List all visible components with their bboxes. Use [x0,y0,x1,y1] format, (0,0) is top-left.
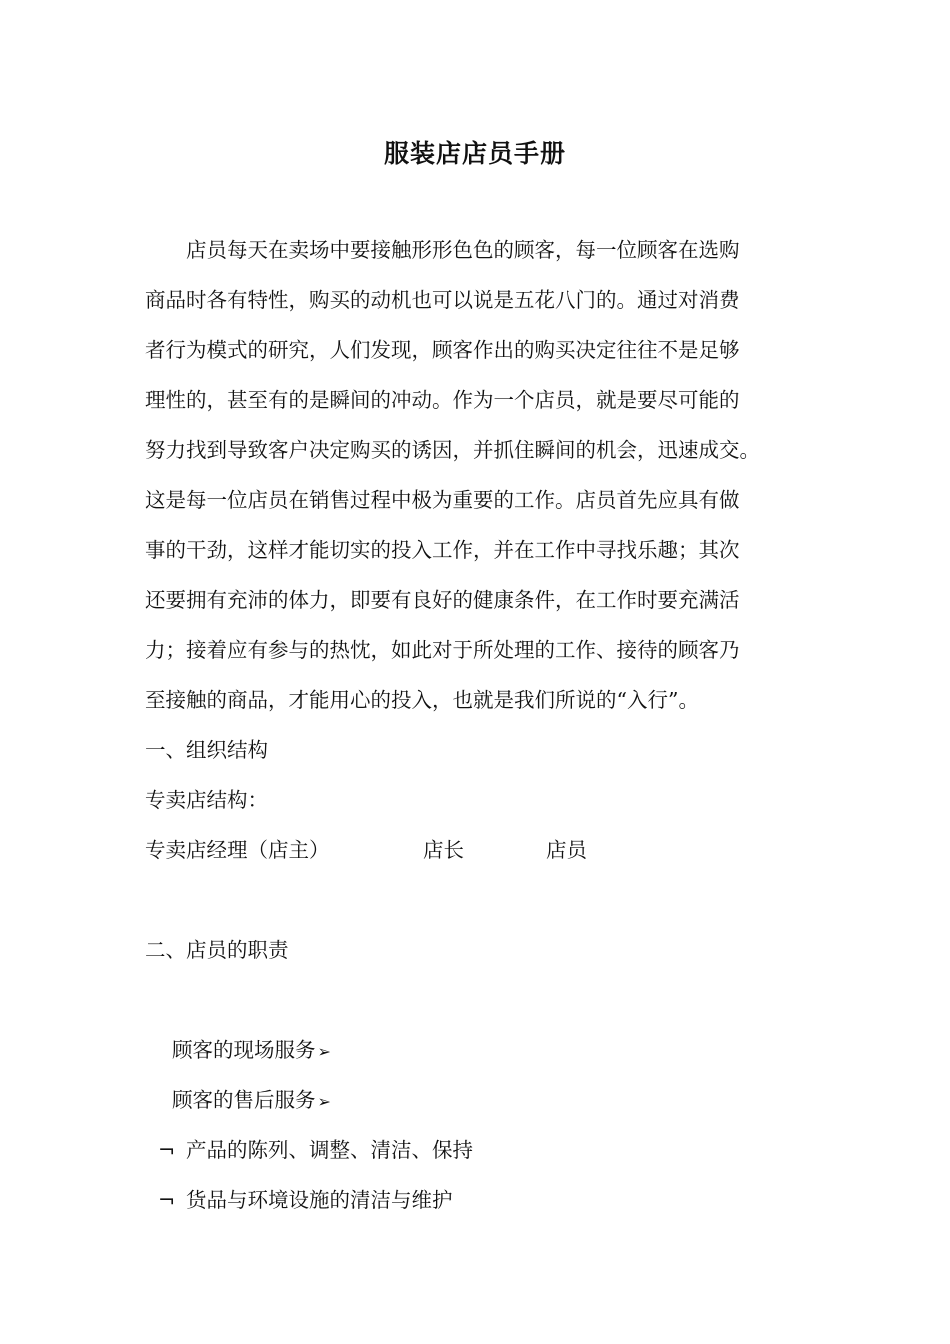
section1-heading: 一、组织结构 [145,738,268,762]
section1-subheading: 专卖店结构： [145,788,268,812]
intro-line-2: 商品时各有特性，购买的动机也可以说是五花八门的。通过对消费 [145,288,740,312]
service-item-label: 顾客的售后服务 [172,1088,316,1112]
intro-line-5: 努力找到导致客户决定购买的诱因，并抓住瞬间的机会，迅速成交。 [145,438,760,462]
intro-line-9: 力；接着应有参与的热忱，如此对于所处理的工作、接待的顾客乃 [145,638,740,662]
intro-line-6: 这是每一位店员在销售过程中极为重要的工作。店员首先应具有做 [145,488,740,512]
org-structure-row [145,836,845,866]
intro-line-4: 理性的，甚至有的是瞬间的冲动。作为一个店员，就是要尽可能的 [145,388,740,412]
role-clerk: 店员 [546,838,587,862]
duty-item-label: 产品的陈列、调整、清洁、保持 [186,1138,473,1162]
service-item-onsite [172,1036,331,1066]
arrow-bullet-icon: ➢ [317,1042,331,1061]
duty-item-display [158,1136,473,1164]
intro-line-10: 至接触的商品，才能用心的投入，也就是我们所说的“入行”。 [145,688,699,712]
role-store-manager: 专卖店经理（店主） [145,838,330,862]
duty-item-cleaning [158,1186,453,1214]
intro-line-3: 者行为模式的研究，人们发现，顾客作出的购买决定往往不是足够 [145,338,740,362]
duty-item-label: 货品与环境设施的清洁与维护 [186,1188,453,1212]
section2-heading: 二、店员的职责 [145,938,289,962]
document-title: 服装店店员手册 [383,139,566,168]
not-sign-bullet-icon: ¬ [158,1138,176,1162]
not-sign-bullet-icon: ¬ [158,1188,176,1212]
intro-line-8: 还要拥有充沛的体力，即要有良好的健康条件，在工作时要充满活 [145,588,740,612]
intro-line-1: 店员每天在卖场中要接触形形色色的顾客，每一位顾客在选购 [186,238,740,262]
role-shop-head: 店长 [423,838,464,862]
intro-line-7: 事的干劲，这样才能切实的投入工作，并在工作中寻找乐趣；其次 [145,538,740,562]
arrow-bullet-icon: ➢ [317,1092,331,1111]
service-item-label: 顾客的现场服务 [172,1038,316,1062]
service-item-aftersales [172,1086,331,1116]
